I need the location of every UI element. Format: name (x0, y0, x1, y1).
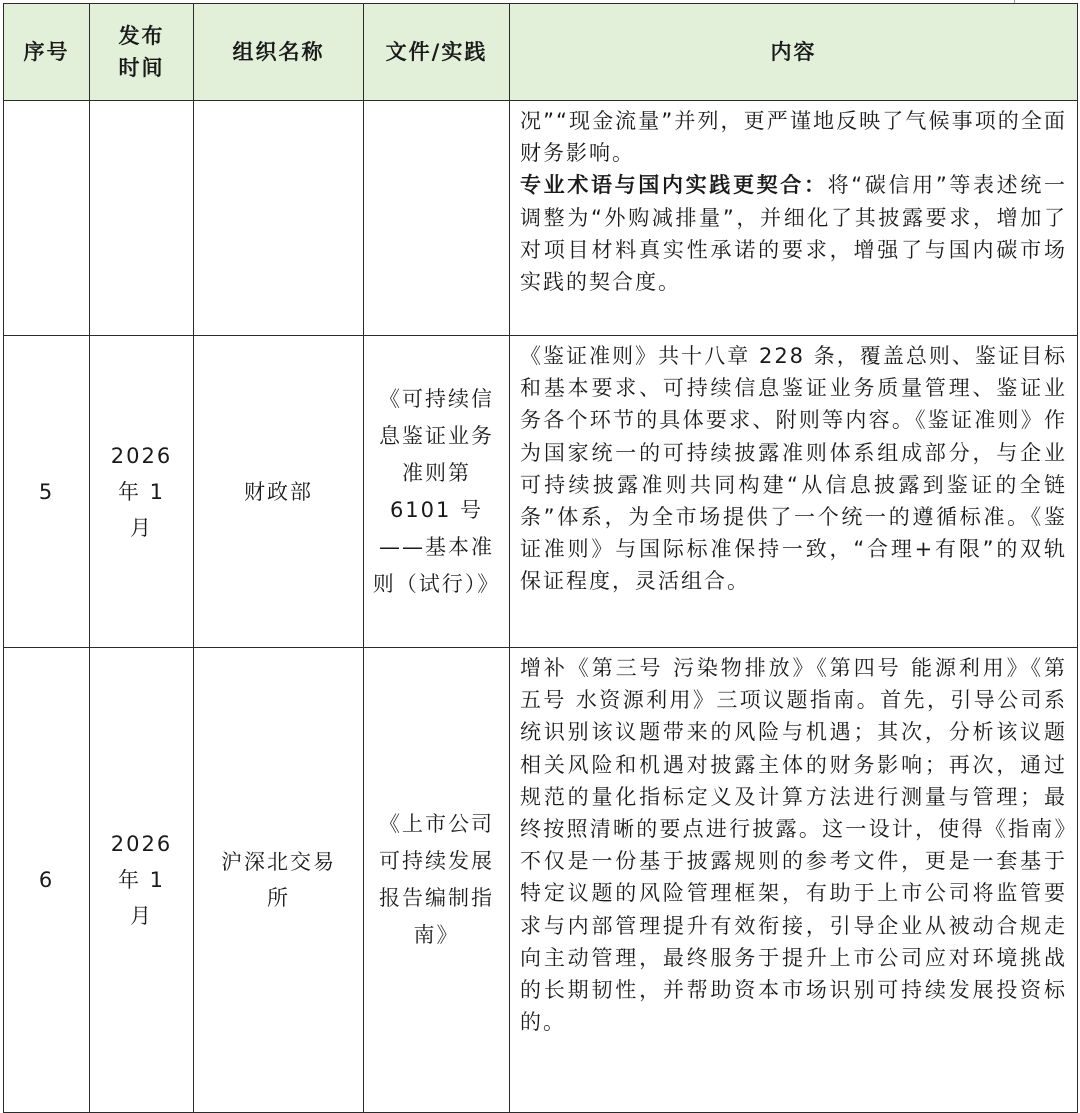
cell-content (510, 336, 1078, 648)
cell-seq: 6 (4, 648, 90, 1113)
cell-org-text: 沪深北交易所 (221, 850, 336, 910)
header-org: 组织名称 (194, 4, 364, 101)
table-header (4, 4, 1078, 101)
cell-doc: 《上市公司可持续发展报告编制指南》 (364, 648, 510, 1113)
header-seq: 序号 (4, 4, 90, 101)
table-row (4, 648, 1078, 1113)
cell-time (90, 336, 194, 648)
header-content: 内容 (510, 4, 1078, 101)
cell-seq: 5 (4, 336, 90, 648)
content-body: 将“碳信用”等表述统一调整为“外购减排量”，并细化了其披露要求，增加了对项目材料真实性承诺的要求，增强了与国内碳市场实践的契合度。 (520, 173, 1068, 295)
header-doc: 文件/实践 (364, 4, 510, 101)
content-paragraph (520, 169, 1067, 298)
content-paragraph: 增补《第三号 污染物排放》《第四号 能源利用》《第五号 水资源利用》三项议题指南。首先，引导公司系统识别该议题带来的风险与机遇；其次，分析该议题相关风险和机遇对披露主体的财务影响；再次，通过规范的量化指标定义及计算方法进行测量与管理；最终按照清晰的要点进行披露。这一设计，使得《指南》不仅是一份基于披露规则的参考文件，更是一套基于特定议题的风险管理框架，有助于上市公司将监管要求与内部管理提升有效衔接，引导企业从被动合规走向主动管理，最终服务于提升上市公司应对环境挑战的长期韧性，并帮助资本市场识别可持续发展投资标的。 (520, 656, 1067, 1035)
cell-seq (4, 101, 90, 336)
cell-time-text: 2026 年 1 月 (110, 443, 173, 540)
content-paragraph: 《鉴证准则》共十八章 228 条，覆盖总则、鉴证目标和基本要求、可持续信息鉴证业务质量管理、鉴证业务各个环节的具体要求、附则等内容。《鉴证准则》作为国家统一的可持续披露准则体系组成部分，与企业可持续披露准则共同构建“从信息披露到鉴证的全链条”体系，为全市场提供了一个统一的遵循标准。《鉴证准则》与国际标准保持一致，“合理+有限”的双轨保证程度，灵活组合。 (520, 344, 1067, 594)
cell-content (510, 648, 1078, 1113)
table-row (4, 336, 1078, 648)
cell-org: 财政部 (194, 336, 364, 648)
content-bold-lead: 专业术语与国内实践更契合： (520, 173, 828, 198)
header-time (90, 4, 194, 101)
content-paragraph: 况”“现金流量”并列，更严谨地反映了气候事项的全面财务影响。 (520, 109, 1067, 166)
cell-doc: 《可持续信息鉴证业务准则第 6101 号——基本准则（试行）》 (364, 336, 510, 648)
cell-org (194, 648, 364, 1113)
cell-time (90, 648, 194, 1113)
cell-time (90, 101, 194, 336)
policy-table (3, 3, 1078, 1113)
cell-time-text: 2026 年 1 月 (110, 832, 173, 928)
header-time-label: 发布时间 (118, 24, 165, 80)
cell-doc (364, 101, 510, 336)
cell-content (510, 101, 1078, 336)
table-row (4, 101, 1078, 336)
cell-org (194, 101, 364, 336)
